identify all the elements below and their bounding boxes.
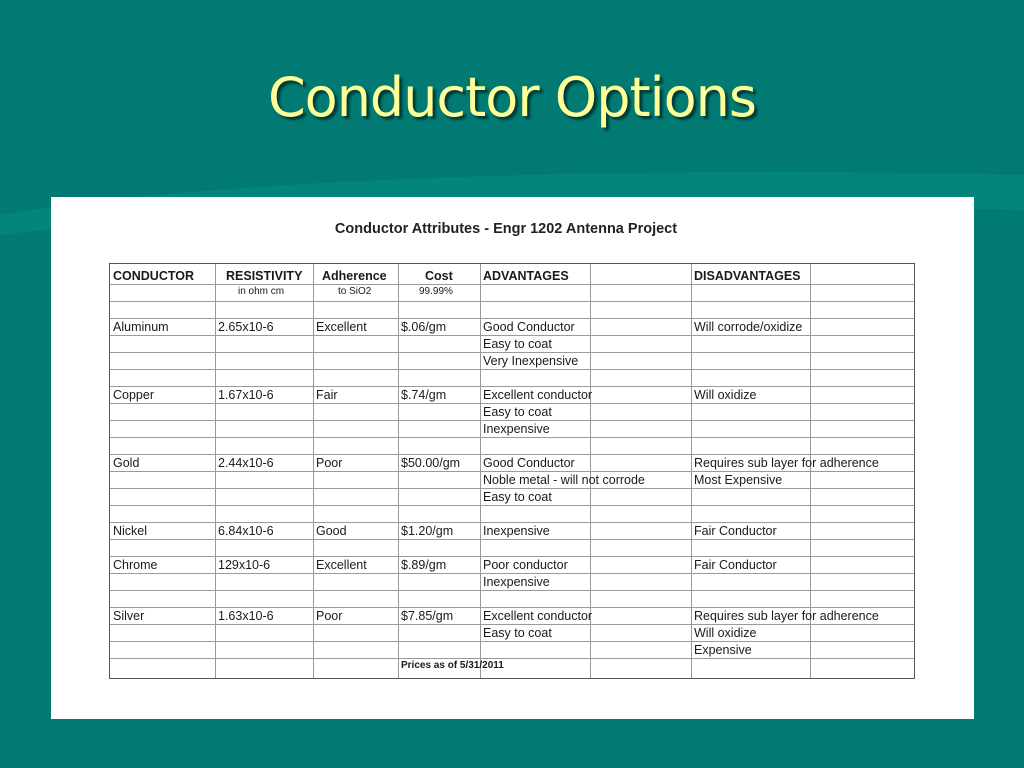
conductor-cell: Nickel [113, 524, 148, 538]
advantage-cell: Excellent conductor [483, 609, 593, 623]
conductor-cell: Silver [113, 609, 145, 623]
advantage-cell: Easy to coat [483, 490, 552, 504]
disadvantage-cell: Requires sub layer for adherence [694, 609, 879, 623]
cost-cell: $.89/gm [401, 558, 447, 572]
advantage-cell: Easy to coat [483, 626, 552, 640]
disadvantage-cell: Fair Conductor [694, 558, 777, 572]
adherence-cell: Fair [316, 388, 338, 402]
table-title: Conductor Attributes - Engr 1202 Antenna Project [334, 221, 678, 237]
conductor-cell: Aluminum [113, 320, 169, 334]
disadvantage-cell: Will oxidize [694, 626, 757, 640]
column-header: ADVANTAGES [483, 269, 569, 283]
disadvantage-cell: Requires sub layer for adherence [694, 456, 879, 470]
scanned-table-image [51, 197, 974, 719]
disadvantage-cell: Expensive [694, 643, 752, 657]
advantage-cell: Easy to coat [483, 337, 552, 351]
resistivity-cell: 2.44x10-6 [218, 456, 274, 470]
column-header: DISADVANTAGES [694, 269, 801, 283]
resistivity-cell: 129x10-6 [218, 558, 271, 572]
cost-cell: $.74/gm [401, 388, 447, 402]
advantage-cell: Inexpensive [483, 422, 550, 436]
adherence-cell: Poor [316, 456, 343, 470]
adherence-cell: Excellent [316, 558, 367, 572]
conductor-cell: Gold [113, 456, 140, 470]
cost-cell: $.06/gm [401, 320, 447, 334]
column-header: Adherence [322, 269, 387, 283]
resistivity-cell: 1.67x10-6 [218, 388, 274, 402]
advantage-cell: Very Inexpensive [483, 354, 579, 368]
advantage-cell: Poor conductor [483, 558, 568, 572]
conductor-attributes-table [109, 263, 915, 679]
disadvantage-cell: Fair Conductor [694, 524, 777, 538]
column-header: Cost [425, 269, 453, 283]
cost-cell: $50.00/gm [401, 456, 461, 470]
column-unit: 99.99% [419, 286, 453, 297]
advantage-cell: Inexpensive [483, 524, 550, 538]
resistivity-cell: 6.84x10-6 [218, 524, 274, 538]
resistivity-cell: 1.63x10-6 [218, 609, 274, 623]
advantage-cell: Excellent conductor [483, 388, 593, 402]
adherence-cell: Good [316, 524, 347, 538]
advantage-cell: Inexpensive [483, 575, 550, 589]
adherence-cell: Poor [316, 609, 343, 623]
disadvantage-cell: Most Expensive [694, 473, 783, 487]
price-footnote: Prices as of 5/31/2011 [401, 660, 504, 671]
cost-cell: $7.85/gm [401, 609, 454, 623]
advantage-cell: Good Conductor [483, 456, 575, 470]
column-header: CONDUCTOR [113, 269, 195, 283]
disadvantage-cell: Will corrode/oxidize [694, 320, 803, 334]
advantage-cell: Easy to coat [483, 405, 552, 419]
column-unit: to SiO2 [338, 286, 372, 297]
conductor-cell: Chrome [113, 558, 158, 572]
advantage-cell: Good Conductor [483, 320, 575, 334]
adherence-cell: Excellent [316, 320, 367, 334]
cost-cell: $1.20/gm [401, 524, 454, 538]
slide-title: Conductor Options [267, 66, 757, 129]
column-header: RESISTIVITY [226, 269, 303, 283]
disadvantage-cell: Will oxidize [694, 388, 757, 402]
resistivity-cell: 2.65x10-6 [218, 320, 274, 334]
conductor-cell: Copper [113, 388, 154, 402]
column-unit: in ohm cm [238, 286, 285, 297]
advantage-cell: Noble metal - will not corrode [483, 473, 645, 487]
